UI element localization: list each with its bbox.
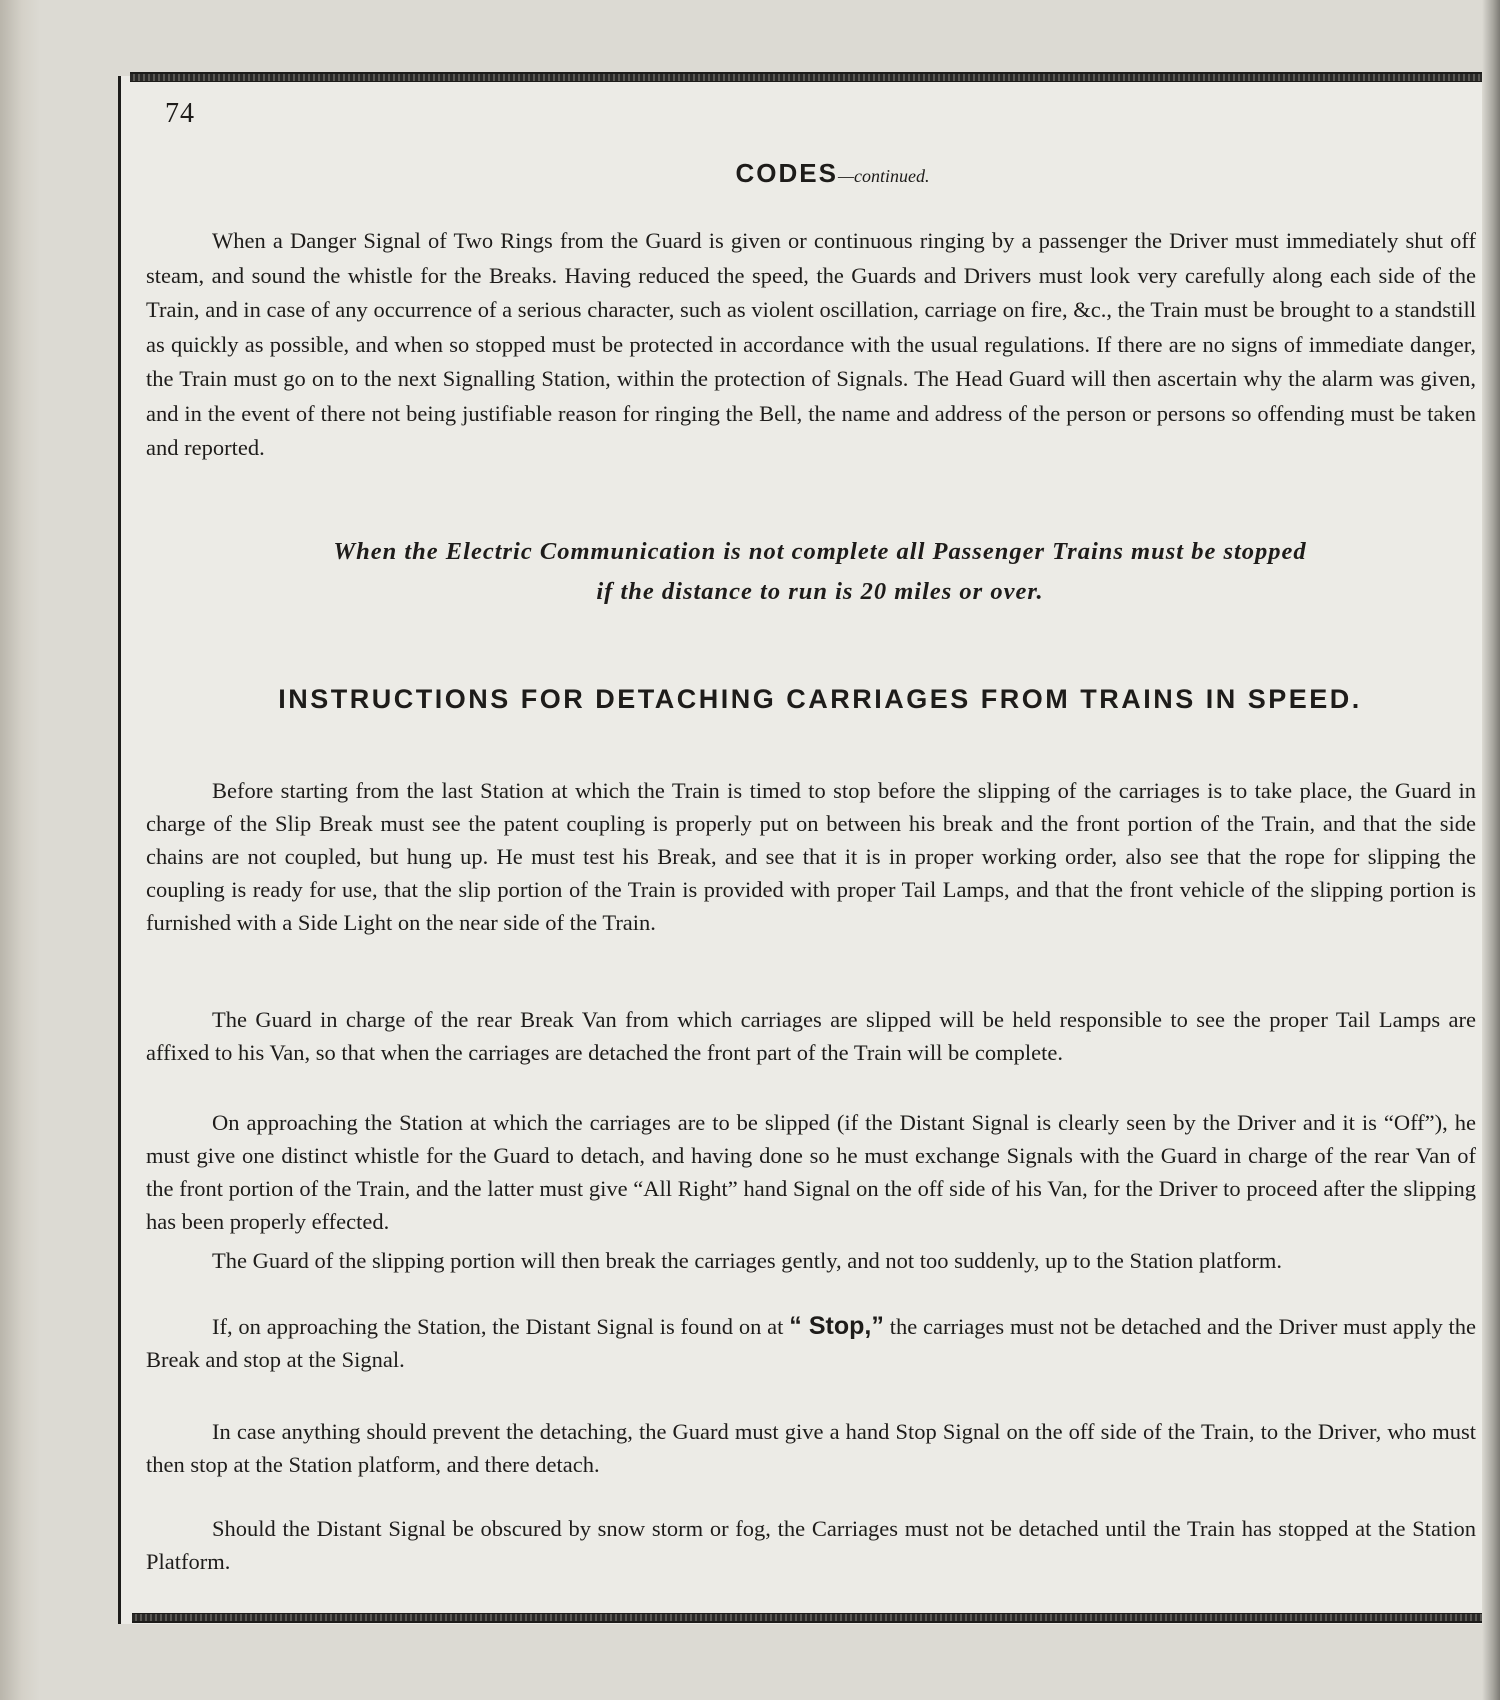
codes-paragraph: When a Danger Signal of Two Rings from the Guard is given or continuous ringing by a passenger the Driver must immediately shut off steam, and sound the whistle for the Breaks. Having reduced the speed, the Guards and Drivers must look very carefully along each side of the Train, and in case of any occurrence of a serious character, such as violent oscillation, carriage on fire, &c., the Train must be brought to a standstill as quickly as possible, and when so stopped must be protected in accordance with the usual regulations. If there are no signs of immediate danger, the Train must go on to the next Signalling Station, within the protection of Signals. The Head Guard will then ascertain why the alarm was given, and in the event of there not being justifiable reason for ringing the Bell, the name and address of the person or persons so offending must be taken and reported. — [146, 228, 1476, 460]
instructions-paragraph-3b: The Guard of the slipping portion will then break the carriages gently, and not too suddenly, up to the Station platform. — [212, 1248, 1282, 1273]
binding-gutter — [0, 0, 40, 1700]
notice-line-1: When the Electric Communication is not complete all Passenger Trains must be stopped — [333, 538, 1307, 565]
codes-continued: —continued. — [837, 166, 930, 186]
instructions-paragraph-4 — [146, 1310, 1476, 1376]
instructions-paragraph-5: In case anything should prevent the detaching, the Guard must give a hand Stop Signal on the off side of the Train, to the Driver, who must then stop at the Station platform, and there detach. — [146, 1419, 1476, 1477]
top-rule — [130, 72, 1485, 82]
stop-signal-word: “ Stop,” — [789, 1312, 884, 1340]
instructions-paragraph-1: Before starting from the last Station at which the Train is timed to stop before the slipping of the carriages is to take place, the Guard in charge of the Slip Break must see the patent coupling is properly put on between his break and the front portion of the Train, and that the side chains are not coupled, but hung up. He must test his Break, and see that it is in proper working order, also see that the rope for slipping the coupling is ready for use, that the slip portion of the Train is provided with proper Tail Lamps, and that the front vehicle of the slipping portion is furnished with a Side Light on the near side of the Train. — [146, 778, 1476, 935]
electric-communication-notice — [160, 532, 1480, 612]
page-edge — [1482, 0, 1500, 1700]
codes-heading — [0, 158, 1500, 189]
page-number: 74 — [165, 98, 195, 129]
bottom-rule — [132, 1613, 1482, 1623]
instructions-paragraph-6: Should the Distant Signal be obscured by snow storm or fog, the Carriages must not be detached until the Train has stopped at the Station Platform. — [146, 1516, 1476, 1574]
para4-text-before: If, on approaching the Station, the Distant Signal is found on at — [212, 1314, 790, 1339]
instructions-paragraph-2: The Guard in charge of the rear Break Van from which carriages are slipped will be held responsible to see the proper Tail Lamps are affixed to his Van, so that when the carriages are detached the front part of the Train will be complete. — [146, 1007, 1476, 1065]
codes-title: CODES — [735, 158, 838, 188]
instructions-paragraph-3: On approaching the Station at which the carriages are to be slipped (if the Distant Signal is clearly seen by the Driver and it is “Off”), he must give one distinct whistle for the Guard to detach, and having done so he must exchange Signals with the Guard in charge of the rear Van of the front portion of the Train, and the latter must give “All Right” hand Signal on the off side of his Van, for the Driver to proceed after the slipping has been properly effected. — [146, 1110, 1476, 1234]
instructions-heading: INSTRUCTIONS FOR DETACHING CARRIAGES FROM TRAINS IN SPEED. — [278, 684, 1362, 714]
para4-text-after: the carriages must not be detached and the Driver must apply the Break and stop at the Signal. — [146, 1314, 1477, 1372]
notice-line-2: if the distance to run is 20 miles or over. — [596, 578, 1044, 605]
